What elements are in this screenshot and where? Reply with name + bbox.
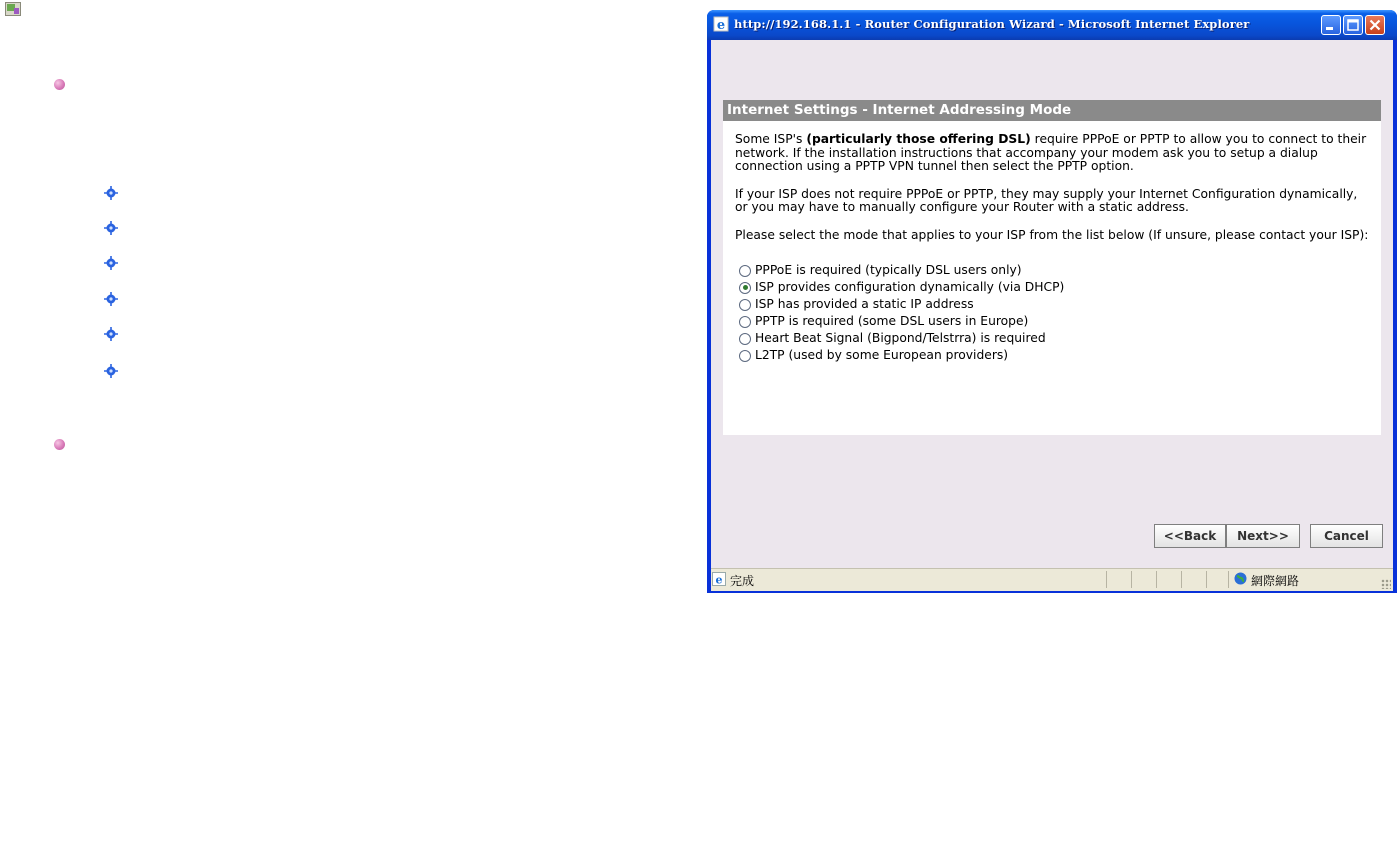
option-pptp[interactable]: [739, 313, 1369, 330]
intro-text: Some ISP's: [735, 132, 807, 146]
ie-logo-icon: [713, 16, 729, 32]
option-pppoe[interactable]: [739, 262, 1369, 279]
minimize-button[interactable]: [1321, 15, 1341, 35]
svg-text:e: e: [716, 18, 726, 32]
intro-paragraph: [735, 133, 1369, 174]
status-divider: [1181, 571, 1182, 588]
back-button[interactable]: <<Back: [1154, 524, 1226, 548]
blue-bullet-icon: [104, 364, 118, 378]
blue-bullet-icon: [104, 221, 118, 235]
radio-button[interactable]: [739, 333, 751, 345]
cancel-button[interactable]: Cancel: [1310, 524, 1383, 548]
radio-button[interactable]: [739, 265, 751, 277]
option-label: PPPoE is required (typically DSL users only): [755, 262, 1022, 277]
status-divider: [1131, 571, 1132, 588]
select-mode-paragraph: Please select the mode that applies to your ISP from the list below (If unsure, please contact your ISP):: [735, 227, 1369, 242]
pink-bullet-icon: [54, 439, 65, 450]
blue-bullet-icon: [104, 256, 118, 270]
option-label: L2TP (used by some European providers): [755, 347, 1009, 362]
status-divider: [1106, 571, 1107, 588]
close-button[interactable]: [1365, 15, 1385, 35]
radio-button[interactable]: [739, 316, 751, 328]
option-label: ISP provides configuration dynamically (via DHCP): [755, 279, 1065, 294]
status-divider: [1156, 571, 1157, 588]
addressing-mode-options: [735, 262, 1369, 364]
wizard-content-area: [711, 40, 1393, 568]
ie-window: [707, 10, 1397, 593]
intro-bold-text: (particularly those offering DSL): [806, 132, 1031, 146]
option-label: PPTP is required (some DSL users in Europe): [755, 313, 1029, 328]
window-title: http://192.168.1.1 - Router Configuration Wizard - Microsoft Internet Explorer: [734, 17, 1250, 31]
option-dhcp[interactable]: [739, 279, 1369, 296]
title-bar[interactable]: [707, 10, 1397, 40]
option-label: Heart Beat Signal (Bigpond/Telstrra) is required: [755, 330, 1046, 345]
status-divider: [1206, 571, 1207, 588]
document-icon: [5, 2, 21, 16]
status-divider: [1228, 571, 1229, 588]
minimize-icon: [1322, 16, 1340, 34]
maximize-icon: [1344, 16, 1362, 34]
status-text: 完成: [730, 574, 755, 588]
intro-text-continued: require PPPoE or PPTP to allow you to connect to their network. If the installation instructions that accompany your modem ask you to setup a dialup connection using a PPTP VPN tunnel then select the PPTP option.: [735, 132, 1367, 173]
dynamic-config-paragraph: If your ISP does not require PPPoE or PPTP, they may supply your Internet Configuration dynamically, or you may have to manually configure your Router with a static address.: [735, 186, 1358, 214]
internet-zone-icon: [1234, 572, 1247, 585]
blue-bullet-icon: [104, 292, 118, 306]
status-bar: [711, 568, 1393, 591]
radio-button[interactable]: [739, 299, 751, 311]
maximize-button[interactable]: [1343, 15, 1363, 35]
zone-text: 網際網路: [1251, 574, 1300, 588]
pink-bullet-icon: [54, 79, 65, 90]
radio-button-selected[interactable]: [739, 282, 751, 294]
option-heartbeat[interactable]: [739, 330, 1369, 347]
section-body: [723, 121, 1381, 435]
next-button[interactable]: Next>>: [1226, 524, 1300, 548]
blue-bullet-icon: [104, 186, 118, 200]
resize-grip[interactable]: [1381, 579, 1391, 589]
option-static-ip[interactable]: [739, 296, 1369, 313]
option-label: ISP has provided a static IP address: [755, 296, 974, 311]
close-icon: [1366, 16, 1384, 34]
section-header: Internet Settings - Internet Addressing Mode: [723, 100, 1381, 121]
page-icon: [712, 572, 726, 586]
svg-text:e: e: [715, 573, 723, 586]
blue-bullet-icon: [104, 327, 118, 341]
option-l2tp[interactable]: [739, 347, 1369, 364]
radio-button[interactable]: [739, 350, 751, 362]
